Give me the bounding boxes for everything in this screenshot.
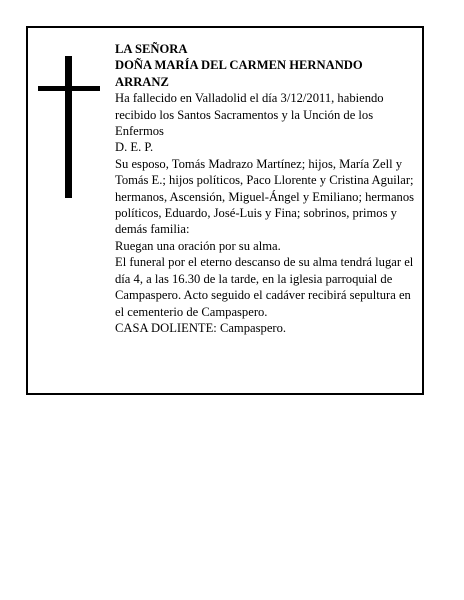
obituary-text: [115, 41, 417, 336]
mourning-house: CASA DOLIENTE: Campaspero.: [115, 320, 287, 335]
family-list: Su esposo, Tomás Madrazo Martínez; hijos, María Zell y Tomás E.; hijos políticos, Paco Llorente y Cristina Aguilar; hermanos, Ascensión, Miguel-Ángel y Emiliano; hermanos políticos, Eduardo, José-Luis y Fina; sobrinos, primos y demás familia:: [115, 156, 415, 237]
latin-cross-icon: [38, 56, 100, 198]
notice-title: LA SEÑORA: [115, 42, 188, 56]
deceased-name: DOÑA MARÍA DEL CARMEN HERNANDO ARRANZ: [115, 58, 363, 89]
cross-horizontal-bar: [38, 86, 100, 91]
obituary-notice: [26, 26, 424, 395]
cross-vertical-bar: [65, 56, 72, 198]
prayer-request: Ruegan una oración por su alma.: [115, 238, 281, 253]
death-announcement: Ha fallecido en Valladolid el día 3/12/2011, habiendo recibido los Santos Sacramentos y la Unción de los Enfermos: [115, 91, 384, 139]
funeral-details: El funeral por el eterno descanso de su alma tendrá lugar el día 4, a las 16.30 de la tarde, en la iglesia parroquial de Campaspero. Acto seguido el cadáver recibirá sepultura en el cementerio de Campaspero.: [115, 255, 414, 319]
rip-line: D. E. P.: [115, 140, 154, 155]
